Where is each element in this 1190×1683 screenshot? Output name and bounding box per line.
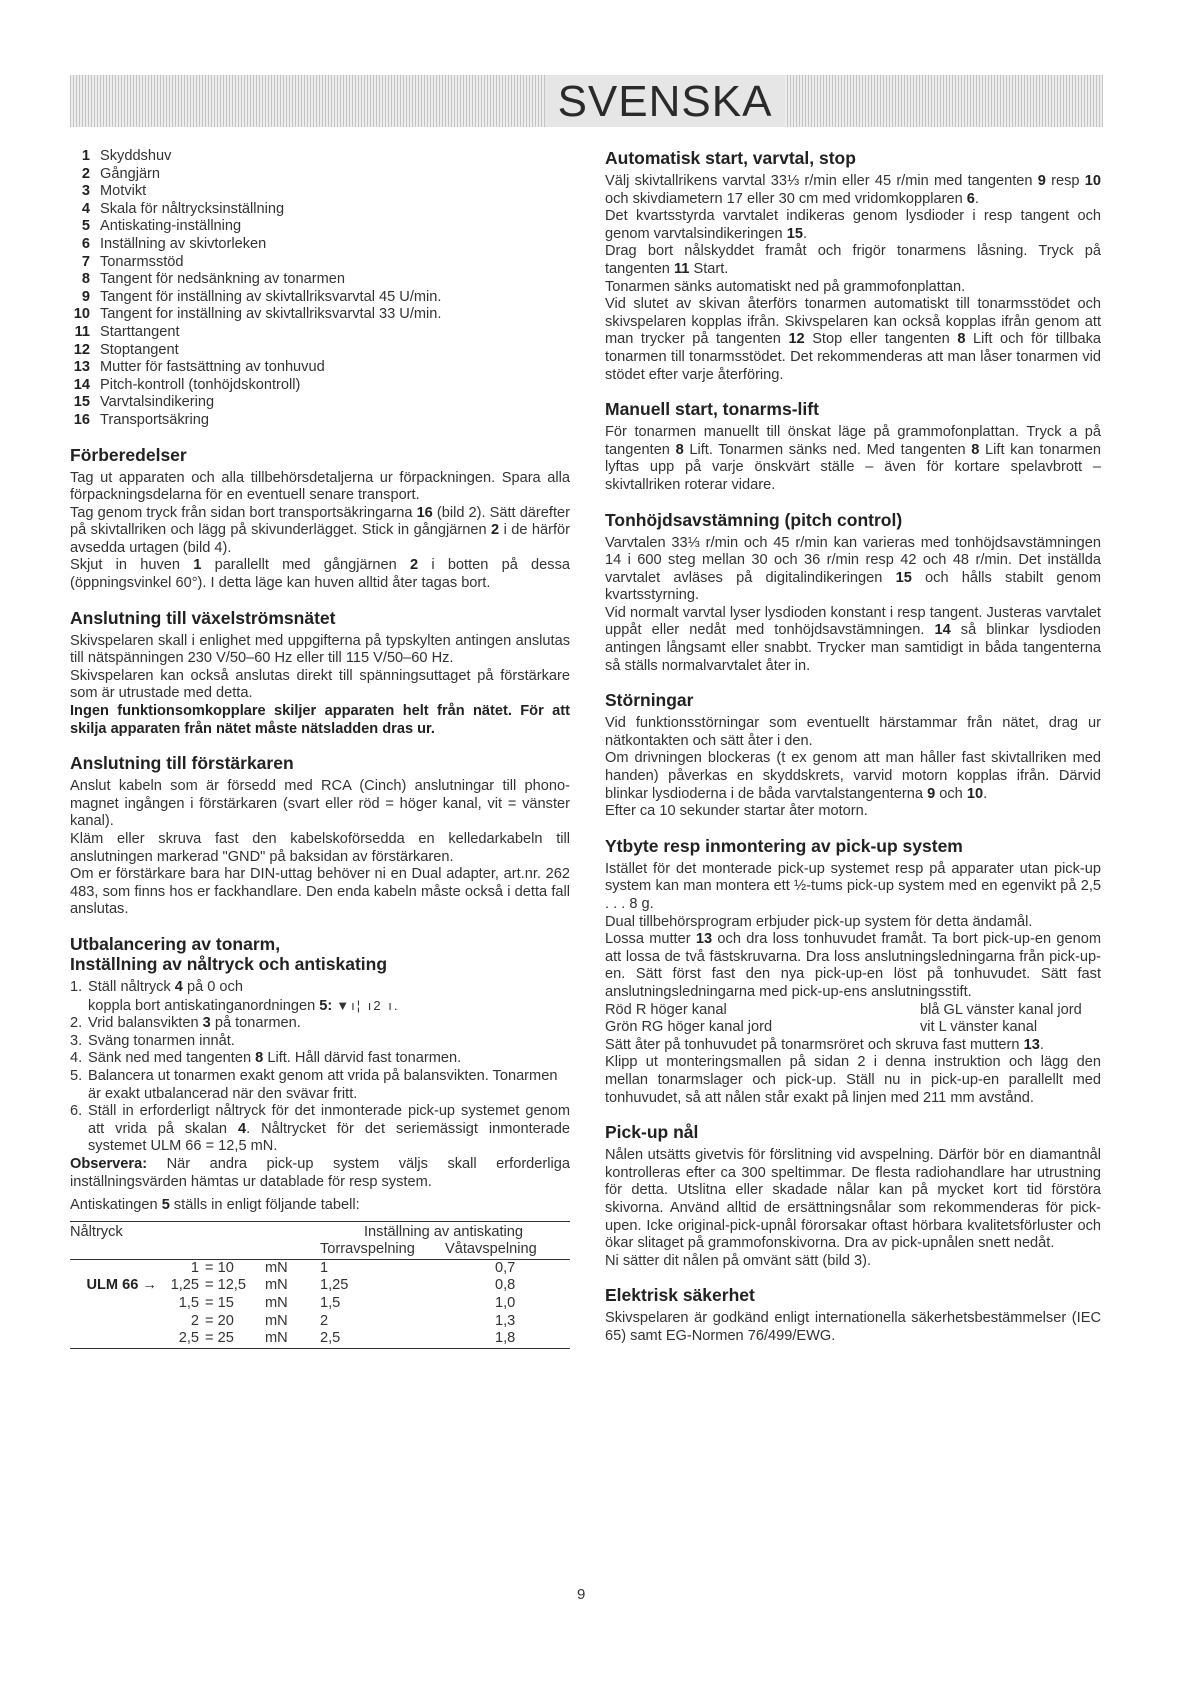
step: 2. Vrid balansvikten 3 på tonarmen. — [70, 1015, 301, 1032]
wire-colors-row: Röd R höger kanal blå GL vänster kanal jord — [605, 1001, 1082, 1018]
part-label: Tonarmsstöd — [100, 253, 184, 270]
table-header-dry: Torravspelning — [320, 1241, 445, 1259]
heading-forstarkaren: Anslutning till förstärkaren — [70, 753, 294, 774]
cell: mN — [265, 1277, 288, 1294]
part-label: Motvikt — [100, 183, 147, 200]
ulm-marker — [70, 1295, 165, 1313]
parts-list-item — [70, 412, 570, 430]
part-label: Varvtalsindikering — [100, 394, 215, 411]
cell: 2 — [190, 1312, 199, 1329]
part-number: 10 — [73, 306, 90, 323]
part-label: Stoptangent — [100, 341, 179, 358]
part-label: Antiskating-inställning — [100, 218, 242, 235]
cell: 1,5 — [178, 1295, 199, 1312]
paragraph: Varvtalen 33⅓ r/min och 45 r/min kan varieras med tonhöjdsavstämningen 14 i 600 steg mellan 30 och 36 r/min resp 42 och 48 r/min. Det inställda varvtalet avläses på digitalindikeringen 15 och hålls stabilt genom kvartsstyrning. — [605, 534, 1101, 604]
step: 3. Sväng tonarmen innåt. — [70, 1032, 235, 1049]
parts-list-item — [70, 218, 570, 236]
paragraph: Efter ca 10 sekunder startar åter motorn. — [605, 803, 868, 820]
parts-list-item — [70, 306, 570, 324]
paragraph: Istället för det monterade pick-up systemet resp på apparater utan pick-up system kan man montera ett ½-tums pick-up system med en egenvikt på 2,5 . . . 8 g. — [605, 860, 1101, 912]
paragraph: Tonarmen sänks automatiskt ned på grammofonplattan. — [605, 278, 966, 295]
table-row — [70, 1295, 570, 1313]
parts-list-item — [70, 377, 570, 395]
cell: = 10 — [205, 1259, 234, 1276]
cell: 0,8 — [495, 1277, 516, 1294]
paragraph: Om er förstärkare bara har DIN-uttag behöver ni en Dual adapter, art.nr. 262 483, som finns hos er fackhandlare. Den enda kabeln måste också i detta fall anslutas. — [70, 866, 570, 918]
paragraph: Kläm eller skruva fast den kabelskoförsedda en kelledarkabeln till anslutningen markerad "GND" på baksidan av förstärkaren. — [70, 831, 570, 865]
part-number: 8 — [81, 271, 90, 288]
parts-list-item — [70, 254, 570, 272]
part-number: 12 — [73, 341, 90, 358]
part-number: 2 — [81, 165, 90, 182]
observe-note: Observera: När andra pick-up system väljs skall erforderliga inställningsvärden hämtas ur datablade för resp system. — [70, 1155, 570, 1190]
header-banner — [70, 75, 1103, 127]
cell: = 20 — [205, 1312, 234, 1329]
parts-list — [70, 148, 570, 430]
heading-vaxelstrom: Anslutning till växelströmsnätet — [70, 607, 336, 628]
warning-notice: Ingen funktionsomkopplare skiljer apparaten helt från nätet. För att skilja apparaten från nätet måste nätsladden dras ur. — [70, 703, 570, 737]
part-number: 14 — [73, 376, 90, 393]
cell: 1 — [320, 1259, 329, 1276]
paragraph: Skivspelaren kan också anslutas direkt till spänningsuttaget på förstärkare som är utrustade med detta. — [70, 667, 570, 702]
paragraph: Dual tillbehörsprogram erbjuder pick-up system för detta ändamål. — [605, 913, 1033, 930]
parts-list-item — [70, 271, 570, 289]
ulm-marker — [70, 1313, 165, 1331]
heading-elektrisk: Elektrisk säkerhet — [605, 1285, 755, 1306]
paragraph: Skivspelaren skall i enlighet med uppgifterna på typskylten antingen anslutas till nätspänningen 230 V/50–60 Hz eller till 115 V/50–60 Hz. — [70, 632, 570, 667]
heading-tonhojd: Tonhöjdsavstämning (pitch control) — [605, 509, 903, 530]
cell: 1,0 — [495, 1295, 516, 1312]
right-column — [605, 148, 1101, 1345]
heading-manuell: Manuell start, tonarms-lift — [605, 399, 819, 420]
table-row — [70, 1313, 570, 1331]
cell: 1 — [190, 1259, 199, 1276]
paragraph: Det kvartsstyrda varvtalet indikeras genom lysdioder i resp tangent och genom varvtalsindikeringen 15. — [605, 208, 1101, 242]
table-header-wet: Våtavspelning — [445, 1241, 570, 1259]
part-number: 16 — [73, 411, 90, 428]
part-label: Tangent för inställning av skivtallriksvarvtal 45 U/min. — [100, 288, 442, 305]
part-label: Tangent for inställning av skivtallriksvarvtal 33 U/min. — [100, 306, 442, 323]
part-number: 4 — [81, 200, 90, 217]
paragraph: Vid normalt varvtal lyser lysdioden konstant i resp tangent. Justeras varvtalet uppåt eller nedåt med tonhöjdsavstämningen. 14 så blinkar lysdioden antingen långsamt eller snabbt. Trycker man samtidigt in båda tangenterna så ställs normalvarvtalet åter in. — [605, 604, 1102, 674]
step: 6. Ställ in erforderligt nåltryck för det inmonterade pick-up systemet genom att vrida på skalan 4. Nåltrycket för det seriemässigt inmonterade systemet ULM 66 = 12,5 mN. — [70, 1103, 570, 1155]
table-header-naltryck: Nåltryck — [70, 1221, 320, 1241]
parts-list-item — [70, 394, 570, 412]
part-label: Mutter för fastsättning av tonhuvud — [100, 359, 325, 376]
antiskating-scale-symbol: ▼ı¦ ı2 ı. — [336, 997, 400, 1013]
paragraph: Tag genom tryck från sidan bort transportsäkringarna 16 (bild 2). Sätt därefter på skivtallriken och lägg på skivunderlägget. Stick in gångjärnen 2 i de härför avsedda urtagen (bild 4). — [70, 504, 570, 556]
parts-list-item — [70, 166, 570, 184]
part-label: Skyddshuv — [100, 148, 172, 164]
step: 4. Sänk ned med tangenten 8 Lift. Håll därvid fast tonarmen. — [70, 1050, 462, 1067]
paragraph: Välj skivtallrikens varvtal 33⅓ r/min eller 45 r/min med tangenten 9 resp 10 och skivdiametern 17 eller 30 cm med vridomkopplaren 6. — [605, 173, 1102, 207]
part-number: 3 — [81, 183, 90, 200]
part-label: Skala för nåltrycksinställning — [100, 200, 285, 217]
cell: 1,8 — [445, 1330, 570, 1348]
cell: mN — [265, 1330, 320, 1348]
cell: 0,7 — [495, 1259, 516, 1276]
cell: 2 — [320, 1312, 329, 1329]
table-intro: Antiskatingen 5 ställs in enligt följande tabell: — [70, 1197, 360, 1214]
table-row — [70, 1259, 570, 1277]
heading-storningar: Störningar — [605, 690, 694, 711]
paragraph: Sätt åter på tonhuvudet på tonarmsröret och skruva fast muttern 13. — [605, 1036, 1044, 1053]
part-number: 6 — [81, 235, 90, 252]
part-label: Starttangent — [100, 323, 180, 340]
parts-list-item — [70, 148, 570, 166]
cell: 1,3 — [495, 1312, 516, 1329]
cell: mN — [265, 1259, 288, 1276]
cell: 1,5 — [320, 1295, 341, 1312]
antiskating-table — [70, 1221, 570, 1349]
step: 1. Ställ nåltryck 4 på 0 och koppla bort antiskatinganordningen 5: ▼ı¦ ı2 ı. — [70, 978, 400, 1014]
cell: 2,5 — [320, 1330, 445, 1348]
part-label: Inställning av skivtorleken — [100, 235, 267, 252]
cell: mN — [265, 1312, 288, 1329]
heading-automatisk: Automatisk start, varvtal, stop — [605, 148, 856, 168]
paragraph: Lossa mutter 13 och dra loss tonhuvudet framåt. Ta bort pick-up-en genom att lossa de två fästskruvarna. Dra loss anslutningsledningarna från pick-up-en. Sätt först fast den nya pick-up-en löst på tonhuvudet. Sätt fast anslutningsledningarna med pick-up-ens anslutningsstift. — [605, 931, 1101, 1000]
heading-pickup-nal: Pick-up nål — [605, 1122, 699, 1143]
step: 5. Balancera ut tonarmen exakt genom att vrida på balansvikten. Tonarmen är exakt utbalancerad när den svävar fritt. — [70, 1067, 558, 1102]
cell: 2,5 — [165, 1330, 205, 1348]
paragraph: Vid slutet av skivan återförs tonarmen automatiskt till tonarmsstödet och skivspelaren kopplas ifrån. Skivspelaren kan också kopplas ifrån genom att man trycker på tangenten 12 Stop eller tangenten 8 Lift och för tillbaka tonarmen till tonarmsstödet. Det rekommenderas att man låser tonarmen vid stödet efter varje återföring. — [605, 296, 1101, 383]
paragraph: Nålen utsätts givetvis för förslitning vid avspelning. Därför bör en diamantnål kontrolleras efter ca 300 speltimmar. De flesta radiohandlare har utrustning för detta. Utslitna eller skadade nålar kan på mycket kort tid förstöra skivorna. Använd alltid de ersättningsnålar som rekommenderas för pick-upen. Icke original-pick-upnål förorsakar oftast hörbara kvalitetsförluster och ökar slitaget på grammofonskivorna. Dra av pick-upnålen snett nedåt. — [605, 1147, 1101, 1252]
table-row — [70, 1277, 570, 1295]
parts-list-item — [70, 342, 570, 360]
paragraph: Vid funktionsstörningar som eventuellt härstammar från nätet, drag ur nätkontakten och sätt åter i den. — [605, 715, 1101, 749]
part-number: 5 — [81, 218, 90, 235]
paragraph: Anslut kabeln som är försedd med RCA (Cinch) anslutningar till phono-magnet ingången i förstärkaren (svart eller röd = höger kanal, vit = vänster kanal). — [70, 778, 570, 830]
part-number: 7 — [81, 253, 90, 270]
part-number: 9 — [81, 288, 90, 305]
paragraph: Skjut in huven 1 parallellt med gångjärnen 2 i botten på dessa (öppningsvinkel 60°). I detta läge kan huven alltid åter tagas bort. — [70, 557, 571, 592]
parts-list-item — [70, 201, 570, 219]
page-title: SVENSKA — [545, 75, 785, 127]
part-number: 13 — [73, 359, 90, 376]
parts-list-item — [70, 183, 570, 201]
parts-list-item — [70, 359, 570, 377]
parts-list-item — [70, 324, 570, 342]
cell: 1,25 — [320, 1277, 349, 1294]
part-number: 15 — [73, 394, 90, 411]
part-label: Gångjärn — [100, 165, 161, 182]
paragraph: Skivspelaren är godkänd enligt internationella säkerhetsbestämmelser (IEC 65) samt EG-Normen 76/499/EWG. — [605, 1310, 1101, 1344]
heading-forberedelser: Förberedelser — [70, 444, 187, 465]
ulm-marker — [70, 1259, 165, 1277]
ulm-marker: ULM 66 → — [86, 1277, 157, 1294]
parts-list-item — [70, 289, 570, 307]
part-number: 11 — [74, 323, 90, 340]
part-label: Transportsäkring — [100, 411, 209, 428]
table-row — [70, 1330, 570, 1348]
cell: 1,25 — [170, 1277, 199, 1294]
wire-colors-row: Grön RG höger kanal jord vit L vänster kanal — [605, 1019, 1038, 1036]
cell: = 15 — [205, 1295, 234, 1312]
paragraph: Om drivningen blockeras (t ex genom att man håller fast skivtallriken med handen) påverkas en skyddskrets, varvid motorn kopplas ifrån. Därvid blinkar lysdioderna i de båda varvtalstangenterna 9 och 10. — [605, 750, 1101, 802]
part-label: Tangent för nedsänkning av tonarmen — [100, 271, 346, 288]
parts-list-item — [70, 236, 570, 254]
ulm-marker — [70, 1330, 165, 1348]
paragraph: För tonarmen manuellt till önskat läge på grammofonplattan. Tryck a på tangenten 8 Lift. Tonarmen sänks ned. Med tangenten 8 Lift kan tonarmen lyftas upp på varje önskvärt ställe – även för kortare spelavbrott – skivtallriken roterar vidare. — [605, 424, 1101, 493]
page-number: 9 — [577, 1586, 586, 1603]
part-number: 1 — [81, 148, 90, 164]
heading-utbalancering: Utbalancering av tonarm, Inställning av nåltryck och antiskating — [70, 933, 388, 974]
cell: mN — [265, 1295, 288, 1312]
paragraph: Drag bort nålskyddet framåt och frigör tonarmens låsning. Tryck på tangenten 11 Start. — [605, 243, 1101, 277]
heading-ytbyte: Ytbyte resp inmontering av pick-up system — [605, 835, 963, 856]
cell: = 25 — [205, 1330, 265, 1348]
paragraph: Tag ut apparaten och alla tillbehörsdetaljerna ur förpackningen. Spara alla förpackningsdelarna för en eventuell senare transport. — [70, 469, 570, 504]
table-header-antiskating: Inställning av antiskating — [320, 1221, 570, 1241]
paragraph: Klipp ut monteringsmallen på sidan 2 i denna instruktion och lägg den mellan tonarmslager och pick-up. Ställ nu in pick-up-en parallellt med tonhuvudet, så att nålen står exakt på linjen med 211 mm avstånd. — [605, 1054, 1101, 1106]
balance-steps — [70, 979, 570, 1156]
cell: = 12,5 — [205, 1277, 246, 1294]
part-label: Pitch-kontroll (tonhöjdskontroll) — [100, 376, 301, 393]
left-column — [70, 148, 570, 1349]
paragraph: Ni sätter dit nålen på omvänt sätt (bild 3). — [605, 1252, 872, 1269]
